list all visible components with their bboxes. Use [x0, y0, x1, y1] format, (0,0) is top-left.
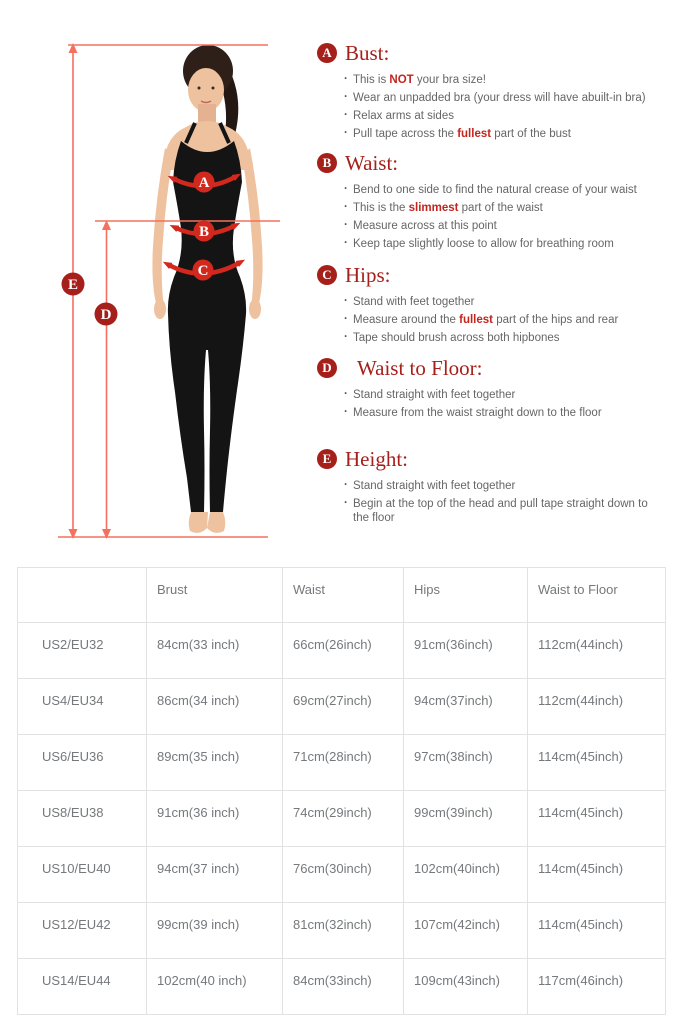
section-waist-to-floor-heading [317, 356, 673, 380]
table-row [18, 903, 666, 959]
table-row [18, 847, 666, 903]
cell-waist-to-floor: 117cm(46inch) [528, 959, 666, 1015]
cell-size: US2/EU32 [18, 623, 147, 679]
cell-hips: 91cm(36inch) [404, 623, 528, 679]
cell-hips: 109cm(43inch) [404, 959, 528, 1015]
table-row [18, 623, 666, 679]
cell-bust: 91cm(36 inch) [147, 791, 283, 847]
bullet: · Pull tape across the fullest part of the bust [344, 127, 666, 141]
table-row [18, 959, 666, 1015]
cell-waist: 66cm(26inch) [283, 623, 404, 679]
section-height [317, 447, 673, 529]
header-hips: Hips [404, 568, 528, 623]
height-bullet-list [317, 479, 666, 525]
bullet: · This is the slimmest part of the waist [344, 201, 666, 215]
section-hips-heading [317, 263, 673, 287]
section-waist-to-floor-title: Waist to Floor: [357, 356, 483, 380]
cell-size: US12/EU42 [18, 903, 147, 959]
header-waist-to-floor: Waist to Floor [528, 568, 666, 623]
reference-lines [58, 45, 280, 537]
cell-waist-to-floor: 114cm(45inch) [528, 847, 666, 903]
cell-waist-to-floor: 114cm(45inch) [528, 791, 666, 847]
bullet: · Tape should brush across both hipbones [344, 331, 666, 345]
cell-bust: 94cm(37 inch) [147, 847, 283, 903]
bullet: · Keep tape slightly loose to allow for breathing room [344, 237, 666, 251]
cell-waist: 71cm(28inch) [283, 735, 404, 791]
cell-bust: 84cm(33 inch) [147, 623, 283, 679]
header-bust: Brust [147, 568, 283, 623]
table-row [18, 791, 666, 847]
cell-hips: 94cm(37inch) [404, 679, 528, 735]
section-waist-heading [317, 151, 673, 175]
cell-size: US8/EU38 [18, 791, 147, 847]
height-letter-badge: E [317, 449, 337, 469]
cell-waist: 74cm(29inch) [283, 791, 404, 847]
waist-to-floor-letter-badge: D [317, 358, 337, 378]
size-chart-table [17, 567, 666, 1015]
cell-bust: 102cm(40 inch) [147, 959, 283, 1015]
cell-waist-to-floor: 112cm(44inch) [528, 623, 666, 679]
cell-size: US4/EU34 [18, 679, 147, 735]
hips-badge-letter: C [197, 263, 209, 279]
cell-size: US14/EU44 [18, 959, 147, 1015]
bullet: · Measure from the waist straight down to the floor [344, 406, 666, 420]
cell-hips: 102cm(40inch) [404, 847, 528, 903]
measurement-figure [0, 0, 320, 560]
bullet: · Relax arms at sides [344, 109, 666, 123]
bust-badge-letter: A [198, 175, 210, 191]
cell-bust: 86cm(34 inch) [147, 679, 283, 735]
waist-to-floor-badge-letter: D [100, 307, 112, 323]
bust-letter-badge: A [317, 43, 337, 63]
cell-hips: 97cm(38inch) [404, 735, 528, 791]
bullet: · Stand straight with feet together [344, 388, 666, 402]
header-size [18, 568, 147, 623]
bullet: · Stand with feet together [344, 295, 666, 309]
cell-waist: 76cm(30inch) [283, 847, 404, 903]
model-figure-svg [0, 0, 320, 560]
cell-waist-to-floor: 114cm(45inch) [528, 903, 666, 959]
cell-waist: 84cm(33inch) [283, 959, 404, 1015]
bullet: · Bend to one side to find the natural crease of your waist [344, 183, 666, 197]
bullet: · Begin at the top of the head and pull tape straight down to the floor [344, 497, 666, 525]
bullet: · Stand straight with feet together [344, 479, 666, 493]
bullet: · Measure across at this point [344, 219, 666, 233]
section-bust [317, 41, 673, 145]
cell-hips: 99cm(39inch) [404, 791, 528, 847]
bullet: · Wear an unpadded bra (your dress will have abuilt-in bra) [344, 91, 666, 105]
section-bust-title: Bust: [345, 41, 390, 65]
section-height-title: Height: [345, 447, 408, 471]
section-hips-title: Hips: [345, 263, 391, 287]
section-waist-to-floor [317, 356, 673, 424]
section-waist [317, 151, 673, 255]
waist-to-floor-bullet-list [317, 388, 666, 420]
bust-bullet-list [317, 73, 666, 141]
section-bust-heading [317, 41, 673, 65]
waist-badge-letter: B [198, 224, 210, 240]
hips-bullet-list [317, 295, 666, 345]
cell-waist-to-floor: 114cm(45inch) [528, 735, 666, 791]
waist-letter-badge: B [317, 153, 337, 173]
cell-waist: 69cm(27inch) [283, 679, 404, 735]
section-hips [317, 263, 673, 349]
cell-waist: 81cm(32inch) [283, 903, 404, 959]
section-height-heading [317, 447, 673, 471]
table-row [18, 735, 666, 791]
cell-size: US10/EU40 [18, 847, 147, 903]
waist-bullet-list [317, 183, 666, 251]
section-waist-title: Waist: [345, 151, 399, 175]
table-row [18, 679, 666, 735]
bullet: · This is NOT your bra size! [344, 73, 666, 87]
cell-bust: 99cm(39 inch) [147, 903, 283, 959]
cell-hips: 107cm(42inch) [404, 903, 528, 959]
model-silhouette [152, 45, 262, 533]
cell-size: US6/EU36 [18, 735, 147, 791]
cell-bust: 89cm(35 inch) [147, 735, 283, 791]
hips-letter-badge: C [317, 265, 337, 285]
header-waist: Waist [283, 568, 404, 623]
cell-waist-to-floor: 112cm(44inch) [528, 679, 666, 735]
height-badge-letter: E [67, 277, 79, 293]
bullet: · Measure around the fullest part of the hips and rear [344, 313, 666, 327]
table-header-row [18, 568, 666, 623]
